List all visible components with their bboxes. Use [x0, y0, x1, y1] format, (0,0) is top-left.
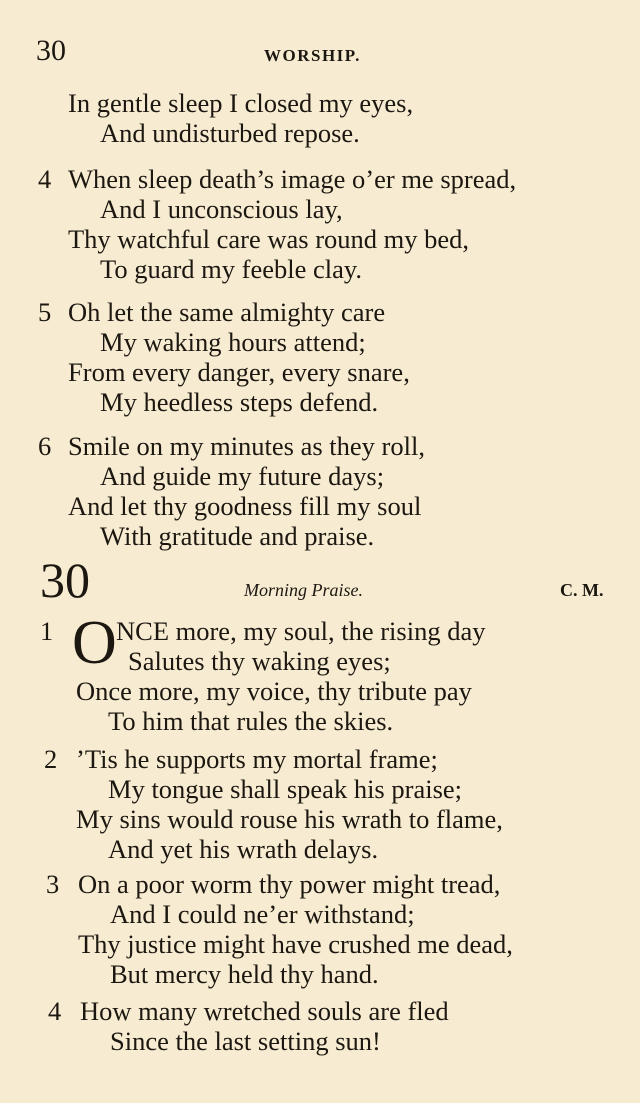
verse-number: 1: [40, 616, 54, 646]
verse-line: With gratitude and praise.: [100, 521, 375, 551]
verse-line: Since the last setting sun!: [110, 1026, 381, 1056]
verse-line: Thy justice might have crushed me dead,: [78, 929, 513, 959]
verse-number: 4: [48, 996, 62, 1026]
verse-line: My sins would rouse his wrath to flame,: [76, 804, 503, 834]
verse-line: Once more, my voice, thy tribute pay: [76, 676, 472, 706]
running-head: WORSHIP.: [264, 46, 361, 65]
verse-line: And let thy goodness fill my soul: [68, 491, 422, 521]
verse-line: ’Tis he supports my mortal frame;: [76, 744, 438, 774]
verse-line: Oh let the same almighty care: [68, 297, 386, 327]
verse-line: When sleep death’s image o’er me spread,: [68, 164, 517, 194]
verse-line: From every danger, every snare,: [68, 357, 410, 387]
verse-line: And I could ne’er withstand;: [110, 899, 415, 929]
verse-line: On a poor worm thy power might tread,: [78, 869, 501, 899]
drop-cap: O: [72, 609, 117, 677]
verse-number: 6: [38, 431, 52, 461]
verse-line: And yet his wrath delays.: [108, 834, 379, 864]
verse-line: And I unconscious lay,: [100, 194, 343, 224]
verse-number: 2: [44, 744, 58, 774]
hymn-meter: C. M.: [560, 580, 604, 600]
verse-line: My heedless steps defend.: [100, 387, 379, 417]
verse-line: My waking hours attend;: [100, 327, 366, 357]
verse-line: To guard my feeble clay.: [100, 254, 363, 284]
verse-line: How many wretched souls are fled: [80, 996, 449, 1026]
verse-line: My tongue shall speak his praise;: [108, 774, 463, 804]
verse-number: 4: [38, 164, 52, 194]
verse-line: Thy watchful care was round my bed,: [68, 224, 470, 254]
verse-line: In gentle sleep I closed my eyes,: [68, 88, 414, 118]
verse-line: Smile on my minutes as they roll,: [68, 431, 425, 461]
verse-number: 5: [38, 297, 52, 327]
hymn-title: Morning Praise.: [244, 580, 363, 600]
hymn-number: 30: [40, 552, 90, 608]
verse-line: But mercy held thy hand.: [110, 959, 379, 989]
verse-line: And undisturbed repose.: [100, 118, 360, 148]
verse-line: And guide my future days;: [100, 461, 385, 491]
page-number: 30: [36, 34, 66, 67]
verse-line: To him that rules the skies.: [108, 706, 394, 736]
verse-number: 3: [46, 869, 60, 899]
verse-line: NCE more, my soul, the rising day: [116, 616, 486, 646]
verse-line: Salutes thy waking eyes;: [128, 646, 391, 676]
